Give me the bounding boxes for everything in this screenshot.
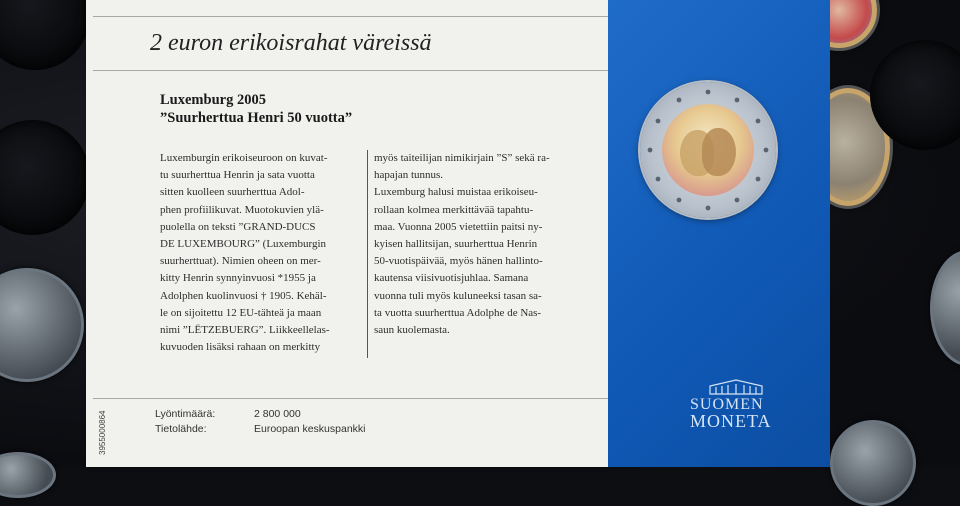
description-line: maa. Vuonna 2005 vietettiin paitsi ny- bbox=[374, 220, 543, 233]
source-label: Tietolähde: bbox=[155, 423, 207, 435]
description-line: Luxemburg halusi muistaa erikoiseu- bbox=[374, 186, 538, 199]
description-line: vuonna tuli myös kuluneeksi tasan sa- bbox=[374, 289, 542, 302]
description-line: le on sijoitettu 12 EU-tähteä ja maan bbox=[160, 306, 322, 319]
suomen-moneta-logo-icon bbox=[706, 378, 766, 396]
card-title: 2 euron erikoisrahat väreissä bbox=[150, 30, 432, 56]
description-line: kyisen hallitsijan, suurherttua Henrin bbox=[374, 238, 538, 251]
mintage-label: Lyöntimäärä: bbox=[155, 408, 216, 420]
portrait-adolphe bbox=[702, 128, 736, 176]
description-line: hapajan tunnus. bbox=[374, 169, 444, 182]
brand-line-2: MONETA bbox=[690, 411, 772, 431]
description-line: myös taiteilijan nimikirjain ”S” sekä ra- bbox=[374, 152, 550, 164]
description-line: DE LUXEMBOURG” (Luxemburgin bbox=[160, 238, 326, 251]
description-line: kautensa viisivuotisjuhlaa. Samana bbox=[374, 272, 529, 285]
footer-rule bbox=[93, 398, 608, 399]
description-line: sitten kuolleen suurherttua Adol- bbox=[160, 186, 305, 199]
description-line: phen profiilikuvat. Muotokuvien ylä- bbox=[160, 203, 324, 216]
luxembourg-2-euro-coin bbox=[640, 82, 776, 218]
mintage-value: 2 800 000 bbox=[254, 408, 301, 420]
description-line: suurherttuat). Nimien oheen on mer- bbox=[160, 255, 321, 268]
brand-line-1: SUOMEN bbox=[690, 396, 764, 413]
description-line: Luxemburgin erikoiseuroon on kuvat- bbox=[160, 152, 328, 164]
source-value: Euroopan keskuspankki bbox=[254, 423, 366, 435]
coin-center-portraits bbox=[662, 104, 754, 196]
description-line: puolella on teksti ”GRAND-DUCS bbox=[160, 220, 316, 233]
column-divider bbox=[367, 150, 368, 358]
title-rule bbox=[93, 70, 608, 71]
coin-subtitle: ”Suurherttua Henri 50 vuotta” bbox=[160, 110, 353, 126]
coin-capsule bbox=[830, 420, 916, 506]
top-rule bbox=[93, 16, 608, 17]
description-column-left bbox=[160, 150, 330, 356]
barcode-number: 3955000864 bbox=[98, 410, 107, 455]
description-line: Adolphen kuolinvuosi † 1905. Kehäl- bbox=[160, 289, 327, 302]
description-line: saun kuolemasta. bbox=[374, 324, 450, 337]
country-year-heading: Luxemburg 2005 bbox=[160, 92, 266, 108]
description-line: kuvuoden lisäksi rahaan on merkitty bbox=[160, 341, 321, 354]
description-line: tu suurherttua Henrin ja sata vuotta bbox=[160, 169, 315, 182]
description-line: rollaan kolmea merkittävää tapahtu- bbox=[374, 203, 534, 216]
description-line: ta vuotta suurherttua Adolphe de Nas- bbox=[374, 306, 542, 319]
description-column-right bbox=[374, 150, 550, 339]
description-line: 50-vuotispäivää, myös hänen hallinto- bbox=[374, 255, 543, 268]
description-line: kitty Henrin synnyinvuosi *1955 ja bbox=[160, 272, 316, 285]
description-line: nimi ”LËTZEBUERG”. Liikkeellelas- bbox=[160, 324, 330, 337]
